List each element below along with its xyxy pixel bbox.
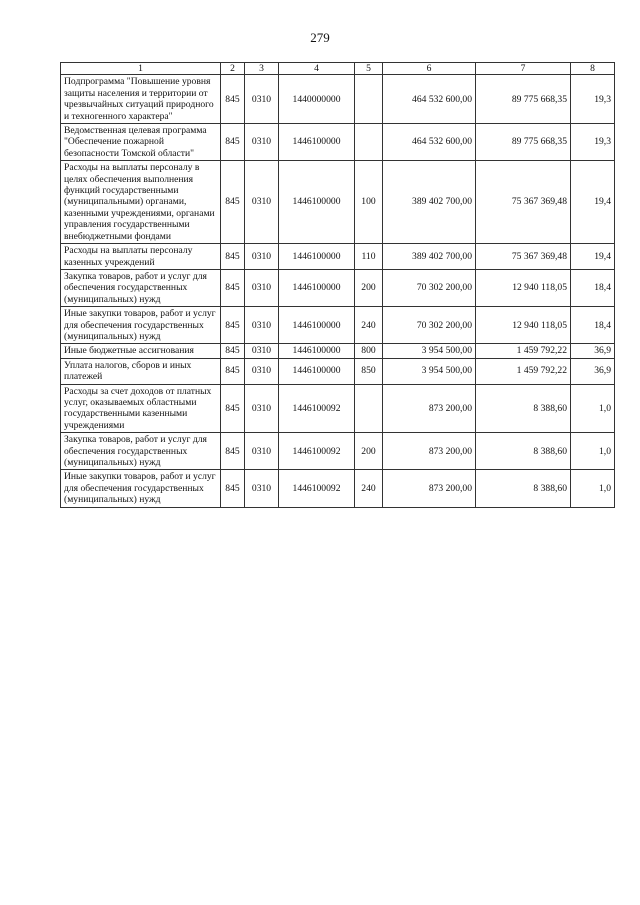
section-code-cell: 0310 bbox=[245, 244, 279, 270]
expense-type-cell: 110 bbox=[355, 244, 383, 270]
admin-code-cell: 845 bbox=[221, 124, 245, 161]
execution-percent-cell: 1,0 bbox=[571, 470, 615, 507]
executed-amount-cell: 8 388,60 bbox=[476, 384, 571, 433]
executed-amount-cell: 75 367 369,48 bbox=[476, 161, 571, 244]
target-article-cell: 1446100092 bbox=[279, 384, 355, 433]
execution-percent-cell: 1,0 bbox=[571, 433, 615, 470]
section-code-cell: 0310 bbox=[245, 358, 279, 384]
row-name-cell: Расходы за счет доходов от платных услуг, оказываемых областными государственными казенными учреждениями bbox=[61, 384, 221, 433]
row-name-cell: Ведомственная целевая программа "Обеспечение пожарной безопасности Томской области" bbox=[61, 124, 221, 161]
executed-amount-cell: 12 940 118,05 bbox=[476, 307, 571, 344]
row-name-cell: Иные закупки товаров, работ и услуг для обеспечения государственных (муниципальных) нужд bbox=[61, 307, 221, 344]
planned-amount-cell: 3 954 500,00 bbox=[383, 344, 476, 358]
admin-code-cell: 845 bbox=[221, 161, 245, 244]
table-row bbox=[61, 358, 615, 384]
admin-code-cell: 845 bbox=[221, 244, 245, 270]
column-header: 1 bbox=[61, 63, 221, 75]
target-article-cell: 1440000000 bbox=[279, 75, 355, 124]
execution-percent-cell: 1,0 bbox=[571, 384, 615, 433]
table-row bbox=[61, 384, 615, 433]
expense-type-cell: 100 bbox=[355, 161, 383, 244]
row-name-cell: Иные бюджетные ассигнования bbox=[61, 344, 221, 358]
section-code-cell: 0310 bbox=[245, 75, 279, 124]
expense-type-cell: 850 bbox=[355, 358, 383, 384]
table-row bbox=[61, 470, 615, 507]
execution-percent-cell: 19,4 bbox=[571, 161, 615, 244]
planned-amount-cell: 873 200,00 bbox=[383, 384, 476, 433]
admin-code-cell: 845 bbox=[221, 384, 245, 433]
table-body bbox=[61, 75, 615, 507]
admin-code-cell: 845 bbox=[221, 358, 245, 384]
section-code-cell: 0310 bbox=[245, 269, 279, 306]
expense-type-cell: 800 bbox=[355, 344, 383, 358]
section-code-cell: 0310 bbox=[245, 470, 279, 507]
expense-type-cell bbox=[355, 124, 383, 161]
row-name-cell: Подпрограмма "Повышение уровня защиты населения и территории от чрезвычайных ситуаций природного и техногенного характера" bbox=[61, 75, 221, 124]
row-name-cell: Иные закупки товаров, работ и услуг для обеспечения государственных (муниципальных) нужд bbox=[61, 470, 221, 507]
column-header: 4 bbox=[279, 63, 355, 75]
executed-amount-cell: 8 388,60 bbox=[476, 470, 571, 507]
table-row bbox=[61, 433, 615, 470]
target-article-cell: 1446100000 bbox=[279, 244, 355, 270]
table-header-row bbox=[61, 63, 615, 75]
column-header: 2 bbox=[221, 63, 245, 75]
table-row bbox=[61, 344, 615, 358]
budget-table bbox=[60, 62, 615, 508]
section-code-cell: 0310 bbox=[245, 124, 279, 161]
row-name-cell: Расходы на выплаты персоналу в целях обеспечения выполнения функций государственными (муниципальными) органами, казенными учреждениями, органами управления государственными внебюджетными фондами bbox=[61, 161, 221, 244]
planned-amount-cell: 389 402 700,00 bbox=[383, 161, 476, 244]
execution-percent-cell: 19,3 bbox=[571, 75, 615, 124]
target-article-cell: 1446100092 bbox=[279, 433, 355, 470]
executed-amount-cell: 75 367 369,48 bbox=[476, 244, 571, 270]
executed-amount-cell: 89 775 668,35 bbox=[476, 75, 571, 124]
admin-code-cell: 845 bbox=[221, 433, 245, 470]
execution-percent-cell: 36,9 bbox=[571, 358, 615, 384]
planned-amount-cell: 873 200,00 bbox=[383, 433, 476, 470]
section-code-cell: 0310 bbox=[245, 344, 279, 358]
expense-type-cell: 240 bbox=[355, 307, 383, 344]
execution-percent-cell: 36,9 bbox=[571, 344, 615, 358]
executed-amount-cell: 1 459 792,22 bbox=[476, 358, 571, 384]
page-number: 279 bbox=[310, 30, 330, 45]
expense-type-cell bbox=[355, 75, 383, 124]
planned-amount-cell: 873 200,00 bbox=[383, 470, 476, 507]
column-header: 6 bbox=[383, 63, 476, 75]
row-name-cell: Уплата налогов, сборов и иных платежей bbox=[61, 358, 221, 384]
admin-code-cell: 845 bbox=[221, 344, 245, 358]
execution-percent-cell: 18,4 bbox=[571, 307, 615, 344]
executed-amount-cell: 89 775 668,35 bbox=[476, 124, 571, 161]
executed-amount-cell: 1 459 792,22 bbox=[476, 344, 571, 358]
execution-percent-cell: 18,4 bbox=[571, 269, 615, 306]
section-code-cell: 0310 bbox=[245, 433, 279, 470]
section-code-cell: 0310 bbox=[245, 161, 279, 244]
admin-code-cell: 845 bbox=[221, 75, 245, 124]
section-code-cell: 0310 bbox=[245, 384, 279, 433]
target-article-cell: 1446100000 bbox=[279, 269, 355, 306]
planned-amount-cell: 389 402 700,00 bbox=[383, 244, 476, 270]
target-article-cell: 1446100000 bbox=[279, 344, 355, 358]
target-article-cell: 1446100000 bbox=[279, 161, 355, 244]
table-row bbox=[61, 244, 615, 270]
planned-amount-cell: 464 532 600,00 bbox=[383, 124, 476, 161]
admin-code-cell: 845 bbox=[221, 269, 245, 306]
execution-percent-cell: 19,3 bbox=[571, 124, 615, 161]
planned-amount-cell: 3 954 500,00 bbox=[383, 358, 476, 384]
admin-code-cell: 845 bbox=[221, 307, 245, 344]
target-article-cell: 1446100092 bbox=[279, 470, 355, 507]
expense-type-cell: 200 bbox=[355, 269, 383, 306]
table-row bbox=[61, 124, 615, 161]
row-name-cell: Закупка товаров, работ и услуг для обеспечения государственных (муниципальных) нужд bbox=[61, 269, 221, 306]
column-header: 5 bbox=[355, 63, 383, 75]
row-name-cell: Расходы на выплаты персоналу казенных учреждений bbox=[61, 244, 221, 270]
target-article-cell: 1446100000 bbox=[279, 358, 355, 384]
planned-amount-cell: 464 532 600,00 bbox=[383, 75, 476, 124]
executed-amount-cell: 8 388,60 bbox=[476, 433, 571, 470]
column-header: 8 bbox=[571, 63, 615, 75]
table-row bbox=[61, 75, 615, 124]
execution-percent-cell: 19,4 bbox=[571, 244, 615, 270]
planned-amount-cell: 70 302 200,00 bbox=[383, 307, 476, 344]
table-row bbox=[61, 307, 615, 344]
section-code-cell: 0310 bbox=[245, 307, 279, 344]
executed-amount-cell: 12 940 118,05 bbox=[476, 269, 571, 306]
expense-type-cell bbox=[355, 384, 383, 433]
planned-amount-cell: 70 302 200,00 bbox=[383, 269, 476, 306]
admin-code-cell: 845 bbox=[221, 470, 245, 507]
table-row bbox=[61, 161, 615, 244]
table-row bbox=[61, 269, 615, 306]
target-article-cell: 1446100000 bbox=[279, 307, 355, 344]
expense-type-cell: 200 bbox=[355, 433, 383, 470]
target-article-cell: 1446100000 bbox=[279, 124, 355, 161]
row-name-cell: Закупка товаров, работ и услуг для обеспечения государственных (муниципальных) нужд bbox=[61, 433, 221, 470]
expense-type-cell: 240 bbox=[355, 470, 383, 507]
column-header: 3 bbox=[245, 63, 279, 75]
column-header: 7 bbox=[476, 63, 571, 75]
